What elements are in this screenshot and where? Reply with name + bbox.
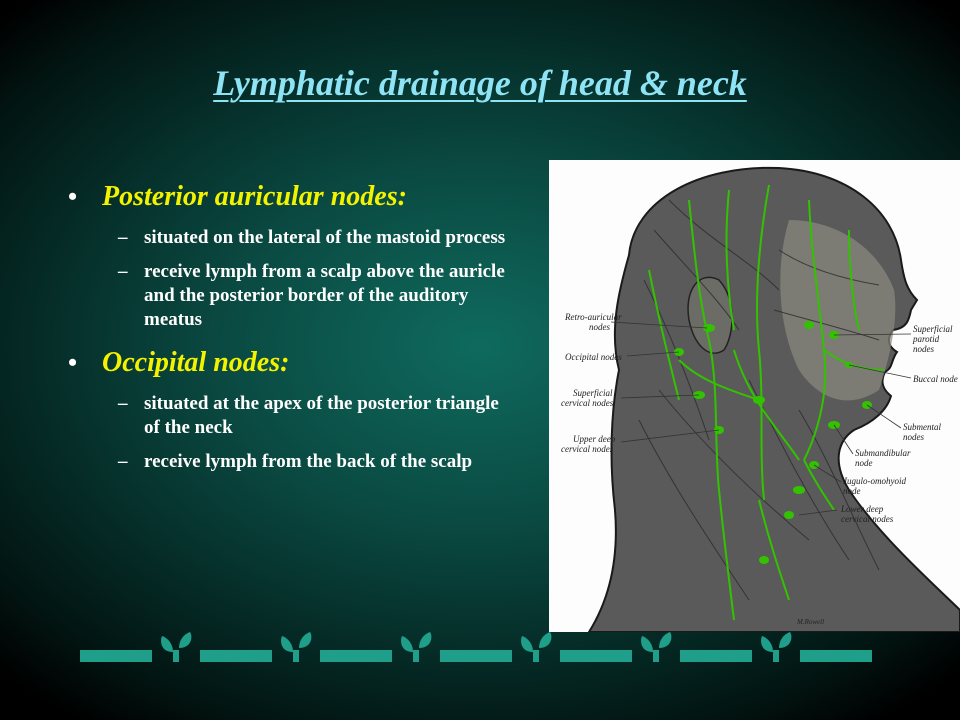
head-silhouette	[589, 168, 960, 632]
head-neck-illustration	[549, 160, 960, 632]
leaf-divider-decoration	[80, 632, 880, 672]
label-upper-deep: Upper deep	[573, 434, 616, 444]
label-lower-deep: Lower deep	[841, 504, 884, 514]
sub-point-text: receive lymph from the back of the scalp	[144, 451, 473, 472]
leaf-icon	[761, 632, 791, 662]
label-retro-auricular: Retro-auricular	[565, 312, 622, 322]
label-submandibular: Submandibular	[855, 448, 911, 458]
bullet-posterior-auricular	[68, 180, 518, 214]
dash-icon: –	[118, 451, 128, 472]
label-submental: Submental	[903, 422, 941, 432]
bullet-dot-icon: •	[68, 182, 78, 211]
bullet-heading: Occipital nodes:	[102, 347, 290, 378]
label-superficial-parotid-2: parotid	[913, 334, 940, 344]
label-buccal: Buccal node	[913, 374, 958, 384]
sub-point-text: situated at the apex of the posterior triangle of the neck	[144, 393, 499, 438]
label-jugulo-omohyoid: Jugulo-omohyoid	[843, 476, 906, 486]
artist-signature: M.Rowell	[797, 618, 825, 626]
leaf-icon	[281, 632, 311, 662]
label-superficial-cervical-2: cervical nodes	[561, 398, 614, 408]
leaf-icon	[521, 632, 551, 662]
sub-point-text: situated on the lateral of the mastoid process	[144, 227, 506, 248]
label-retro-auricular-2: nodes	[589, 322, 610, 332]
label-superficial-parotid: Superficial	[913, 324, 953, 334]
dash-icon: –	[118, 227, 128, 248]
bullet-occipital	[68, 346, 518, 380]
sub-list	[68, 226, 518, 332]
decorative-footer-bar	[80, 632, 880, 672]
leaf-icon	[401, 632, 431, 662]
content-area	[68, 180, 518, 488]
leaf-icon	[161, 632, 191, 662]
sub-point	[68, 260, 518, 332]
label-lower-deep-2: cervical nodes	[841, 514, 894, 524]
dash-icon: –	[118, 261, 128, 282]
bullet-heading: Posterior auricular nodes:	[102, 181, 407, 212]
sub-point-text: receive lymph from a scalp above the auricle and the posterior border of the auditory meatus	[144, 261, 505, 330]
leaf-icon	[641, 632, 671, 662]
dash-icon: –	[118, 393, 128, 414]
sub-list	[68, 392, 518, 474]
label-jugulo-omohyoid-2: node	[843, 486, 861, 496]
sub-point	[68, 450, 518, 474]
sub-point	[68, 392, 518, 440]
anatomy-figure	[549, 160, 960, 632]
slide-title: Lymphatic drainage of head & neck	[213, 63, 747, 103]
label-submental-2: nodes	[903, 432, 924, 442]
label-superficial-parotid-3: nodes	[913, 344, 934, 354]
label-submandibular-2: node	[855, 458, 873, 468]
bar-segments	[80, 650, 872, 662]
bullet-dot-icon: •	[68, 348, 78, 377]
label-superficial-cervical: Superficial	[573, 388, 613, 398]
sub-point	[68, 226, 518, 250]
label-upper-deep-2: cervical nodes	[561, 444, 614, 454]
label-occipital: Occipital nodes	[565, 352, 622, 362]
